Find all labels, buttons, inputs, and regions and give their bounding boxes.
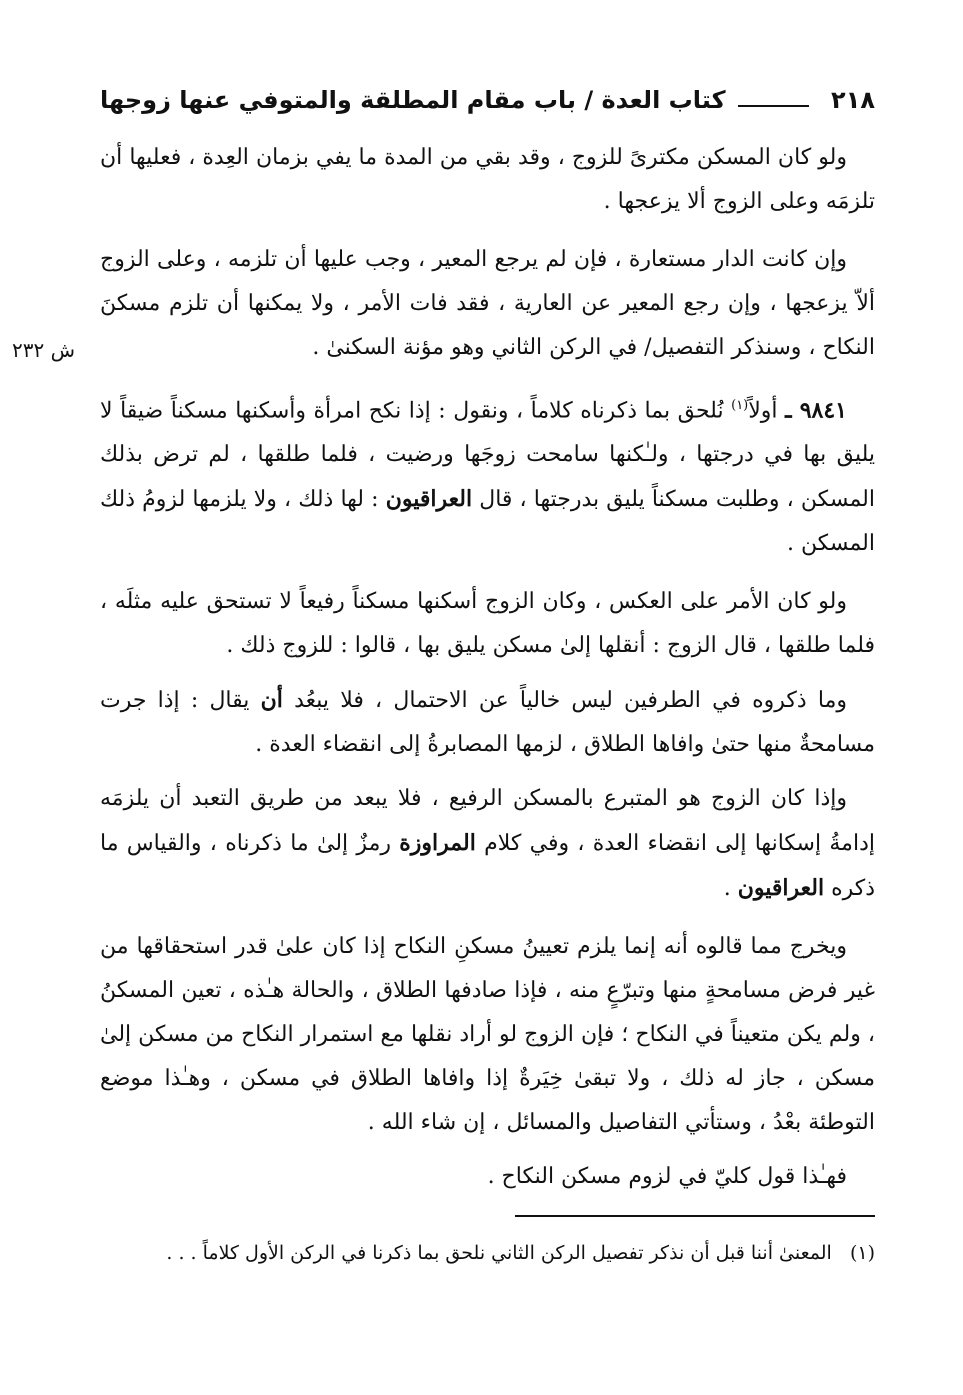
page-header — [100, 80, 875, 120]
header-rule — [738, 105, 810, 107]
issue-number: ٩٨٤١ ـ — [785, 397, 847, 424]
paragraph-5 — [100, 678, 875, 767]
paragraph-1: ولو كان المسكن مكترىً للزوج ، وقد بقي من المدة ما يفي بزمان العِدة ، فعليها أن تلزمَه وعلى الزوج ألا يزعجها . — [100, 145, 875, 214]
running-title: كتاب العدة / باب مقام المطلقة والمتوفي عنها زوجها — [100, 86, 726, 114]
main-text — [100, 136, 875, 1213]
paragraph-5-text-a: وما ذكروه في الطرفين ليس خالياً عن الاحتمال ، فلا يبعُد — [294, 688, 848, 714]
paragraph-4: ولو كان الأمر على العكس ، وكان الزوج أسكنها مسكناً رفيعاً لا تستحق عليه مثلَه ، فلما طلقها ، قال الزوج : أنقلها إلىٰ مسكن يليق بها ، قالوا : للزوج ذلك . — [100, 589, 875, 659]
paragraph-8: فهـٰذا قول كليّ في لزوم مسكن النكاح . — [487, 1164, 847, 1190]
paragraph-5-bold: أن — [260, 687, 283, 714]
paragraph-5-text-b: يقال : إذا جرت مسامحةٌ منها حتىٰ وافاها الطلاق ، لزمها المصابرةُ إلى انقضاء العدة . — [100, 688, 875, 758]
footnote-marker: (١) — [849, 1242, 875, 1264]
footnote-text: المعنىٰ أننا قبل أن نذكر تفصيل الركن الثاني نلحق بما ذكرنا في الركن الأول كلاماً . . . — [166, 1242, 832, 1264]
footnote-rule — [515, 1215, 875, 1217]
paragraph-6-bold-2: العراقيون — [737, 875, 825, 902]
footnote — [100, 1238, 875, 1268]
paragraph-7: ويخرج مما قالوه أنه إنما يلزم تعيينُ مسكنِ النكاح إذا كان علىٰ قدر استحقاقها من غير فرض مسامحةٍ منها وتبرّعٍ منه ، فإذا صادفها الطلاق ، والحالة هـٰذه ، تعين المسكنُ ، ولم يكن متعيناً في النكاح ؛ فإن الزوج لو أراد نقلها مع استمرار النكاح من مسكن إلىٰ مسكن ، جاز له ذلك ، ولا تبقىٰ خِيَرةٌ إذا وافاها الطلاق في مسكن ، وهـٰذا موضع التوطئة بعْدُ ، وستأتي التفاصيل والمسائل ، إن شاء الله . — [100, 934, 875, 1136]
paragraph-3 — [100, 384, 875, 566]
paragraph-6-bold-1: المراوزة — [399, 830, 476, 857]
paragraph-2: وإن كانت الدار مستعارة ، فإن لم يرجع المعير ، وجب عليها أن تلزمه ، وعلى الزوج ألاّ يزعجها ، وإن رجع المعير عن العارية ، فقد فات الأمر ، ولا يمكنها أن تلزم مسكنَ النكاح ، وسنذكر التفصيل/ في الركن الثاني وهو مؤنة السكنىٰ . — [100, 247, 875, 360]
paragraph-3-text-a: نُلحق بما ذكرناه كلاماً ، ونقول : إذا نكح امرأة وأسكنها مسكناً ضيقاً لا يليق بها في درجتها ، ولـٰكنها سامحت زوجَها ورضيت ، فلما طلقها ، لم ترض بذلك المسكن ، وطلبت مسكناً يليق بدرجتها ، قال — [100, 398, 875, 513]
paragraph-3-word: أولاً — [748, 398, 778, 424]
paragraph-6-text-c: . — [723, 876, 731, 902]
paragraph-3-bold: العراقيون — [385, 486, 473, 513]
footnote-ref: (١) — [731, 398, 749, 413]
paragraph-3-text-b: : لها ذلك ، ولا يلزمها لزومُ ذلك المسكن . — [100, 487, 875, 557]
page-number: ٢١٨ — [831, 86, 875, 114]
margin-note: ش ٢٣٢ — [12, 338, 76, 362]
paragraph-6 — [100, 777, 875, 911]
paragraph-6-text-b: رمزٌ إلىٰ ما ذكرناه ، والقياس ما ذكره — [100, 831, 875, 902]
paragraph-6-text-a: وإذا كان الزوج هو المتبرع بالمسكن الرفيع ، فلا يبعد من طريق التعبد أن يلزمَه إدامةُ إسكانها إلى انقضاء العدة ، وفي كلام — [100, 786, 875, 857]
